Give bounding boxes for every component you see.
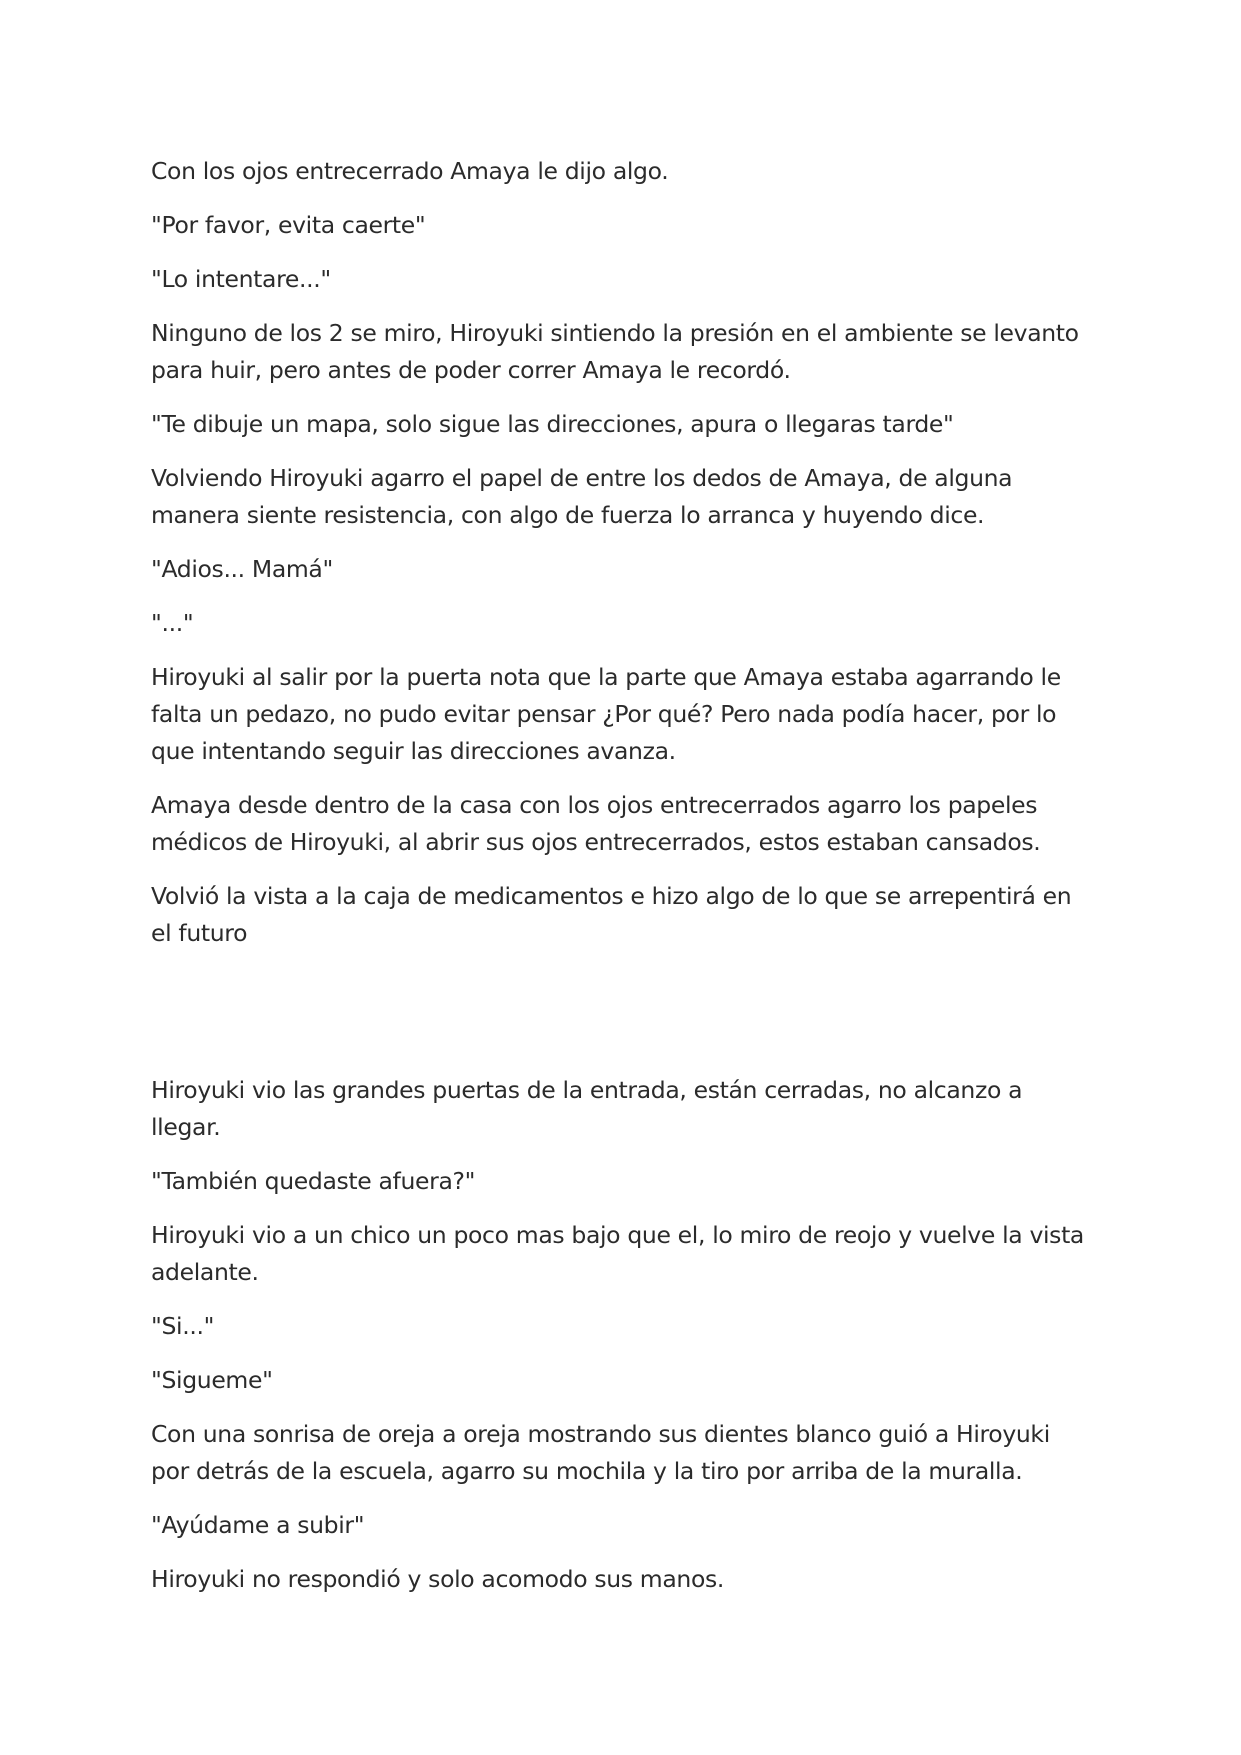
paragraph: Hiroyuki vio las grandes puertas de la entrada, están cerradas, no alcanzo a llegar. <box>151 1076 1023 1141</box>
paragraph: "Lo intentare..." <box>151 265 331 293</box>
text-section-1 <box>151 153 1091 969</box>
paragraph: "Por favor, evita caerte" <box>151 211 426 239</box>
paragraph: Hiroyuki vio a un chico un poco mas bajo que el, lo miro de reojo y vuelve la vista adelante. <box>151 1221 1084 1286</box>
paragraph: "Ayúdame a subir" <box>151 1511 365 1539</box>
paragraph: Volvió la vista a la caja de medicamentos e hizo algo de lo que se arrepentirá en el futuro <box>151 882 1072 947</box>
paragraph: "Sigueme" <box>151 1366 273 1394</box>
paragraph: "Adios... Mamá" <box>151 555 333 583</box>
paragraph: "También quedaste afuera?" <box>151 1167 476 1195</box>
paragraph: "Te dibuje un mapa, solo sigue las direcciones, apura o llegaras tarde" <box>151 410 954 438</box>
text-section-2 <box>151 1072 1091 1615</box>
paragraph: Con los ojos entrecerrado Amaya le dijo algo. <box>151 157 669 185</box>
paragraph: Volviendo Hiroyuki agarro el papel de entre los dedos de Amaya, de alguna manera siente resistencia, con algo de fuerza lo arranca y huyendo dice. <box>151 464 1013 529</box>
paragraph: "..." <box>151 609 194 637</box>
paragraph: Ninguno de los 2 se miro, Hiroyuki sintiendo la presión en el ambiente se levanto para huir, pero antes de poder correr Amaya le recordó. <box>151 319 1079 384</box>
paragraph: Con una sonrisa de oreja a oreja mostrando sus dientes blanco guió a Hiroyuki por detrás de la escuela, agarro su mochila y la tiro por arriba de la muralla. <box>151 1420 1050 1485</box>
paragraph: Hiroyuki al salir por la puerta nota que la parte que Amaya estaba agarrando le falta un pedazo, no pudo evitar pensar ¿Por qué? Pero nada podía hacer, por lo que intentando seguir las direcciones avanza. <box>151 663 1061 765</box>
paragraph: Amaya desde dentro de la casa con los ojos entrecerrados agarro los papeles médicos de Hiroyuki, al abrir sus ojos entrecerrados, estos estaban cansados. <box>151 791 1041 856</box>
paragraph: Hiroyuki no respondió y solo acomodo sus manos. <box>151 1565 724 1593</box>
paragraph: "Si..." <box>151 1312 215 1340</box>
